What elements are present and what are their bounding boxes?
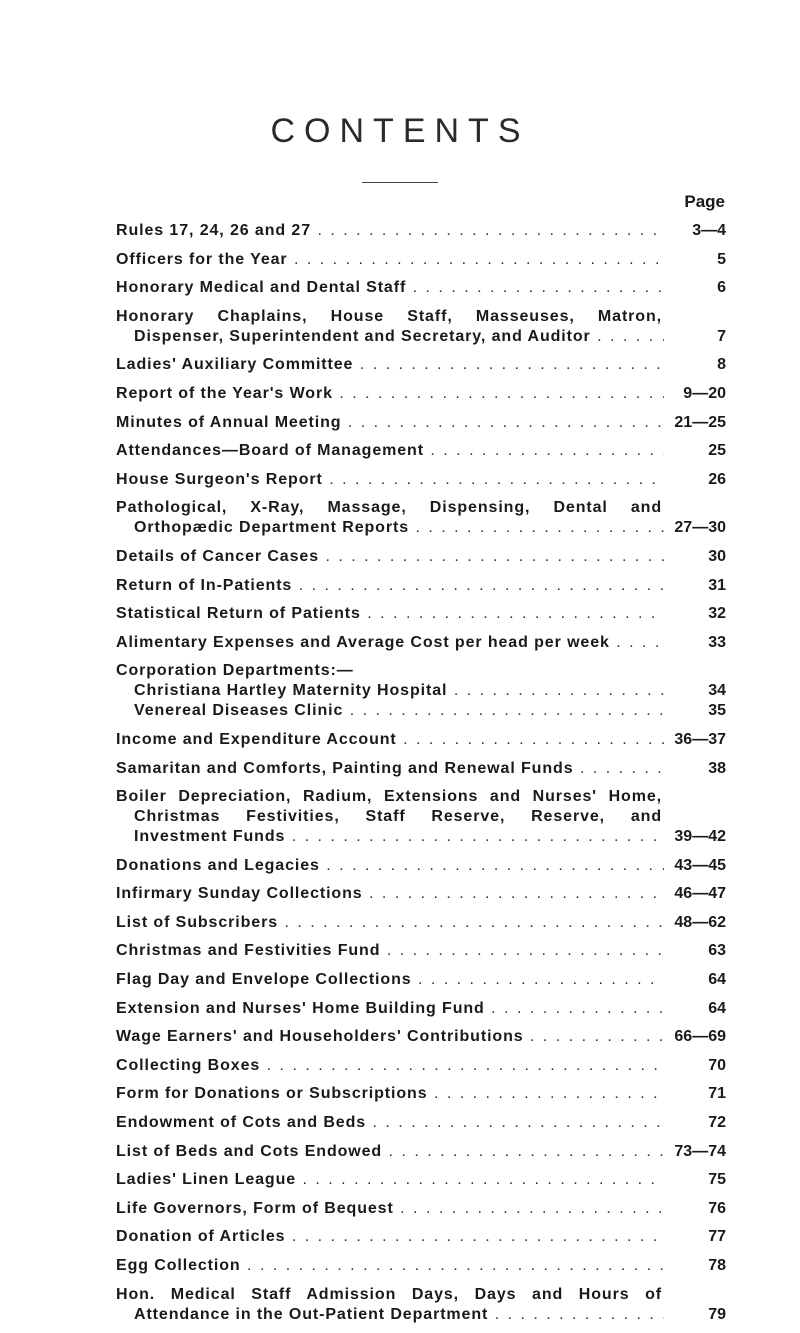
toc-entry-page: 38 (664, 759, 726, 779)
toc-entry (116, 913, 726, 933)
toc-entry (116, 1027, 726, 1047)
toc-entry-title: Minutes of Annual Meeting . . . (116, 413, 726, 433)
toc-entry (116, 884, 726, 904)
toc-entry (116, 355, 726, 375)
toc-entry-title: Donations and Legacies . . . (116, 856, 726, 876)
toc-entry-title: Form for Donations or Subscriptions . . . (116, 1084, 726, 1104)
toc-entry (116, 1256, 726, 1276)
toc-entry (116, 856, 726, 876)
toc-entry (116, 441, 726, 461)
toc-entry (116, 1285, 726, 1325)
toc-entry-title: Egg Collection . . . (116, 1256, 726, 1276)
toc-entry (116, 307, 726, 347)
toc-entry-page: 30 (664, 547, 726, 567)
toc-entry-page: 70 (664, 1056, 726, 1076)
toc-entry-title-line: Attendance in the Out-Patient Department . . . (116, 1305, 726, 1325)
toc-entry (116, 970, 726, 990)
toc-entry-title: Infirmary Sunday Collections . . . (116, 884, 726, 904)
toc-entry-page: 78 (664, 1256, 726, 1276)
toc-entry (116, 221, 726, 241)
toc-entry (116, 278, 726, 298)
toc-entry-page: 71 (664, 1084, 726, 1104)
toc-entry-page: 64 (664, 999, 726, 1019)
toc-entry-page: 77 (664, 1227, 726, 1247)
toc-entry-title-line: Honorary Chaplains, House Staff, Masseuses, Matron, (116, 307, 662, 325)
toc-entry-title: Collecting Boxes . . . (116, 1056, 726, 1076)
toc-entry (116, 1056, 726, 1076)
toc-entry (116, 1227, 726, 1247)
toc-entry-title: Return of In-Patients . . . (116, 576, 726, 596)
toc-entry (116, 547, 726, 567)
toc-entry-page: 26 (664, 470, 726, 490)
table-of-contents (116, 221, 726, 1333)
toc-entry-page: 36—37 (664, 730, 726, 750)
toc-entry-page: 72 (664, 1113, 726, 1133)
toc-entry (116, 941, 726, 961)
toc-entry (116, 633, 726, 653)
toc-entry-page: 31 (664, 576, 726, 596)
toc-entry-title: Rules 17, 24, 26 and 27 . . . (116, 221, 726, 241)
toc-entry-title: Ladies' Linen League . . . (116, 1170, 726, 1190)
toc-entry-title: Ladies' Auxiliary Committee . . . (116, 355, 726, 375)
toc-entry-page: 66—69 (664, 1027, 726, 1047)
page-column-header: Page (684, 192, 725, 211)
toc-entry-page: 39—42 (664, 827, 726, 847)
toc-entry-title: Christmas and Festivities Fund . . . (116, 941, 726, 961)
toc-entry-page: 9—20 (664, 384, 726, 404)
toc-entry-title: Venereal Diseases Clinic . . . (116, 701, 726, 721)
toc-entry-title-line: Orthopædic Department Reports . . . (116, 518, 726, 538)
toc-entry-title: Officers for the Year . . . (116, 250, 726, 270)
toc-entry-title: Wage Earners' and Householders' Contributions . . . (116, 1027, 726, 1047)
toc-entry-page: 48—62 (664, 913, 726, 933)
toc-entry-page: 35 (664, 701, 726, 721)
toc-entry-title: Details of Cancer Cases . . . (116, 547, 726, 567)
toc-entry-page: 75 (664, 1170, 726, 1190)
toc-entry (116, 1170, 726, 1190)
toc-entry-title: Donation of Articles . . . (116, 1227, 726, 1247)
toc-entry-title: List of Beds and Cots Endowed . . . (116, 1142, 726, 1162)
toc-entry (116, 250, 726, 270)
toc-entry (116, 999, 726, 1019)
toc-entry-page: 33 (664, 633, 726, 653)
toc-entry-title: Endowment of Cots and Beds . . . (116, 1113, 726, 1133)
toc-entry (116, 1084, 726, 1104)
toc-entry-title-line: Dispenser, Superintendent and Secretary, and Auditor . . . (116, 327, 726, 347)
toc-entry-page: 76 (664, 1199, 726, 1219)
toc-entry (116, 470, 726, 490)
toc-entry-page: 8 (664, 355, 726, 375)
toc-entry-page: 73—74 (664, 1142, 726, 1162)
toc-entry-page: 6 (664, 278, 726, 298)
toc-entry-title: Alimentary Expenses and Average Cost per head per week . . . (116, 633, 726, 653)
toc-entry (116, 1199, 726, 1219)
toc-entry-page: 27—30 (664, 518, 726, 538)
toc-entry-page: 63 (664, 941, 726, 961)
toc-section (116, 661, 726, 721)
toc-entry (116, 498, 726, 538)
toc-entry-title: Attendances—Board of Management . . . (116, 441, 726, 461)
toc-entry (116, 1142, 726, 1162)
toc-entry-title-line: Investment Funds . . . (116, 827, 726, 847)
toc-entry-title-line: Pathological, X-Ray, Massage, Dispensing, Dental and (116, 499, 662, 517)
toc-entry-page: 46—47 (664, 884, 726, 904)
toc-entry-page: 79 (664, 1305, 726, 1325)
toc-entry-page: 21—25 (664, 413, 726, 433)
toc-entry-title-line: Hon. Medical Staff Admission Days, Days and Hours of (116, 1285, 662, 1303)
toc-entry (116, 384, 726, 404)
toc-sub-entry (116, 681, 726, 701)
toc-entry-title: Samaritan and Comforts, Painting and Renewal Funds . . . (116, 759, 726, 779)
toc-entry (116, 604, 726, 624)
toc-entry-page: 7 (664, 327, 726, 347)
toc-sub-entry (116, 701, 726, 721)
toc-entry-title: Christiana Hartley Maternity Hospital . . . (116, 681, 726, 701)
title-rule (362, 182, 438, 183)
toc-entry-page: 34 (664, 681, 726, 701)
toc-entry (116, 787, 726, 847)
toc-entry (116, 1113, 726, 1133)
toc-entry-title-line: Boiler Depreciation, Radium, Extensions and Nurses' Home, (116, 788, 662, 806)
page-title: CONTENTS (270, 112, 530, 150)
toc-entry-page: 3—4 (664, 221, 726, 241)
toc-entry-page: 64 (664, 970, 726, 990)
toc-entry-title: Income and Expenditure Account . . . (116, 730, 726, 750)
toc-section-heading: Corporation Departments:— (116, 662, 354, 680)
toc-entry (116, 730, 726, 750)
toc-entry (116, 413, 726, 433)
toc-entry-title: Life Governors, Form of Bequest . . . (116, 1199, 726, 1219)
toc-entry-page: 32 (664, 604, 726, 624)
toc-entry-title: Flag Day and Envelope Collections . . . (116, 970, 726, 990)
toc-entry-page: 5 (664, 250, 726, 270)
toc-entry-title: Honorary Medical and Dental Staff . . . (116, 278, 726, 298)
toc-entry-title-line: Christmas Festivities, Staff Reserve, Reserve, and (134, 808, 662, 826)
toc-entry (116, 576, 726, 596)
toc-entry-page: 43—45 (664, 856, 726, 876)
toc-entry-title: Statistical Return of Patients . . . (116, 604, 726, 624)
toc-entry (116, 759, 726, 779)
toc-entry-title: Report of the Year's Work . . . (116, 384, 726, 404)
toc-entry-title: Extension and Nurses' Home Building Fund . . . (116, 999, 726, 1019)
toc-entry-title: List of Subscribers . . . (116, 913, 726, 933)
toc-entry-page: 25 (664, 441, 726, 461)
toc-entry-title: House Surgeon's Report . . . (116, 470, 726, 490)
